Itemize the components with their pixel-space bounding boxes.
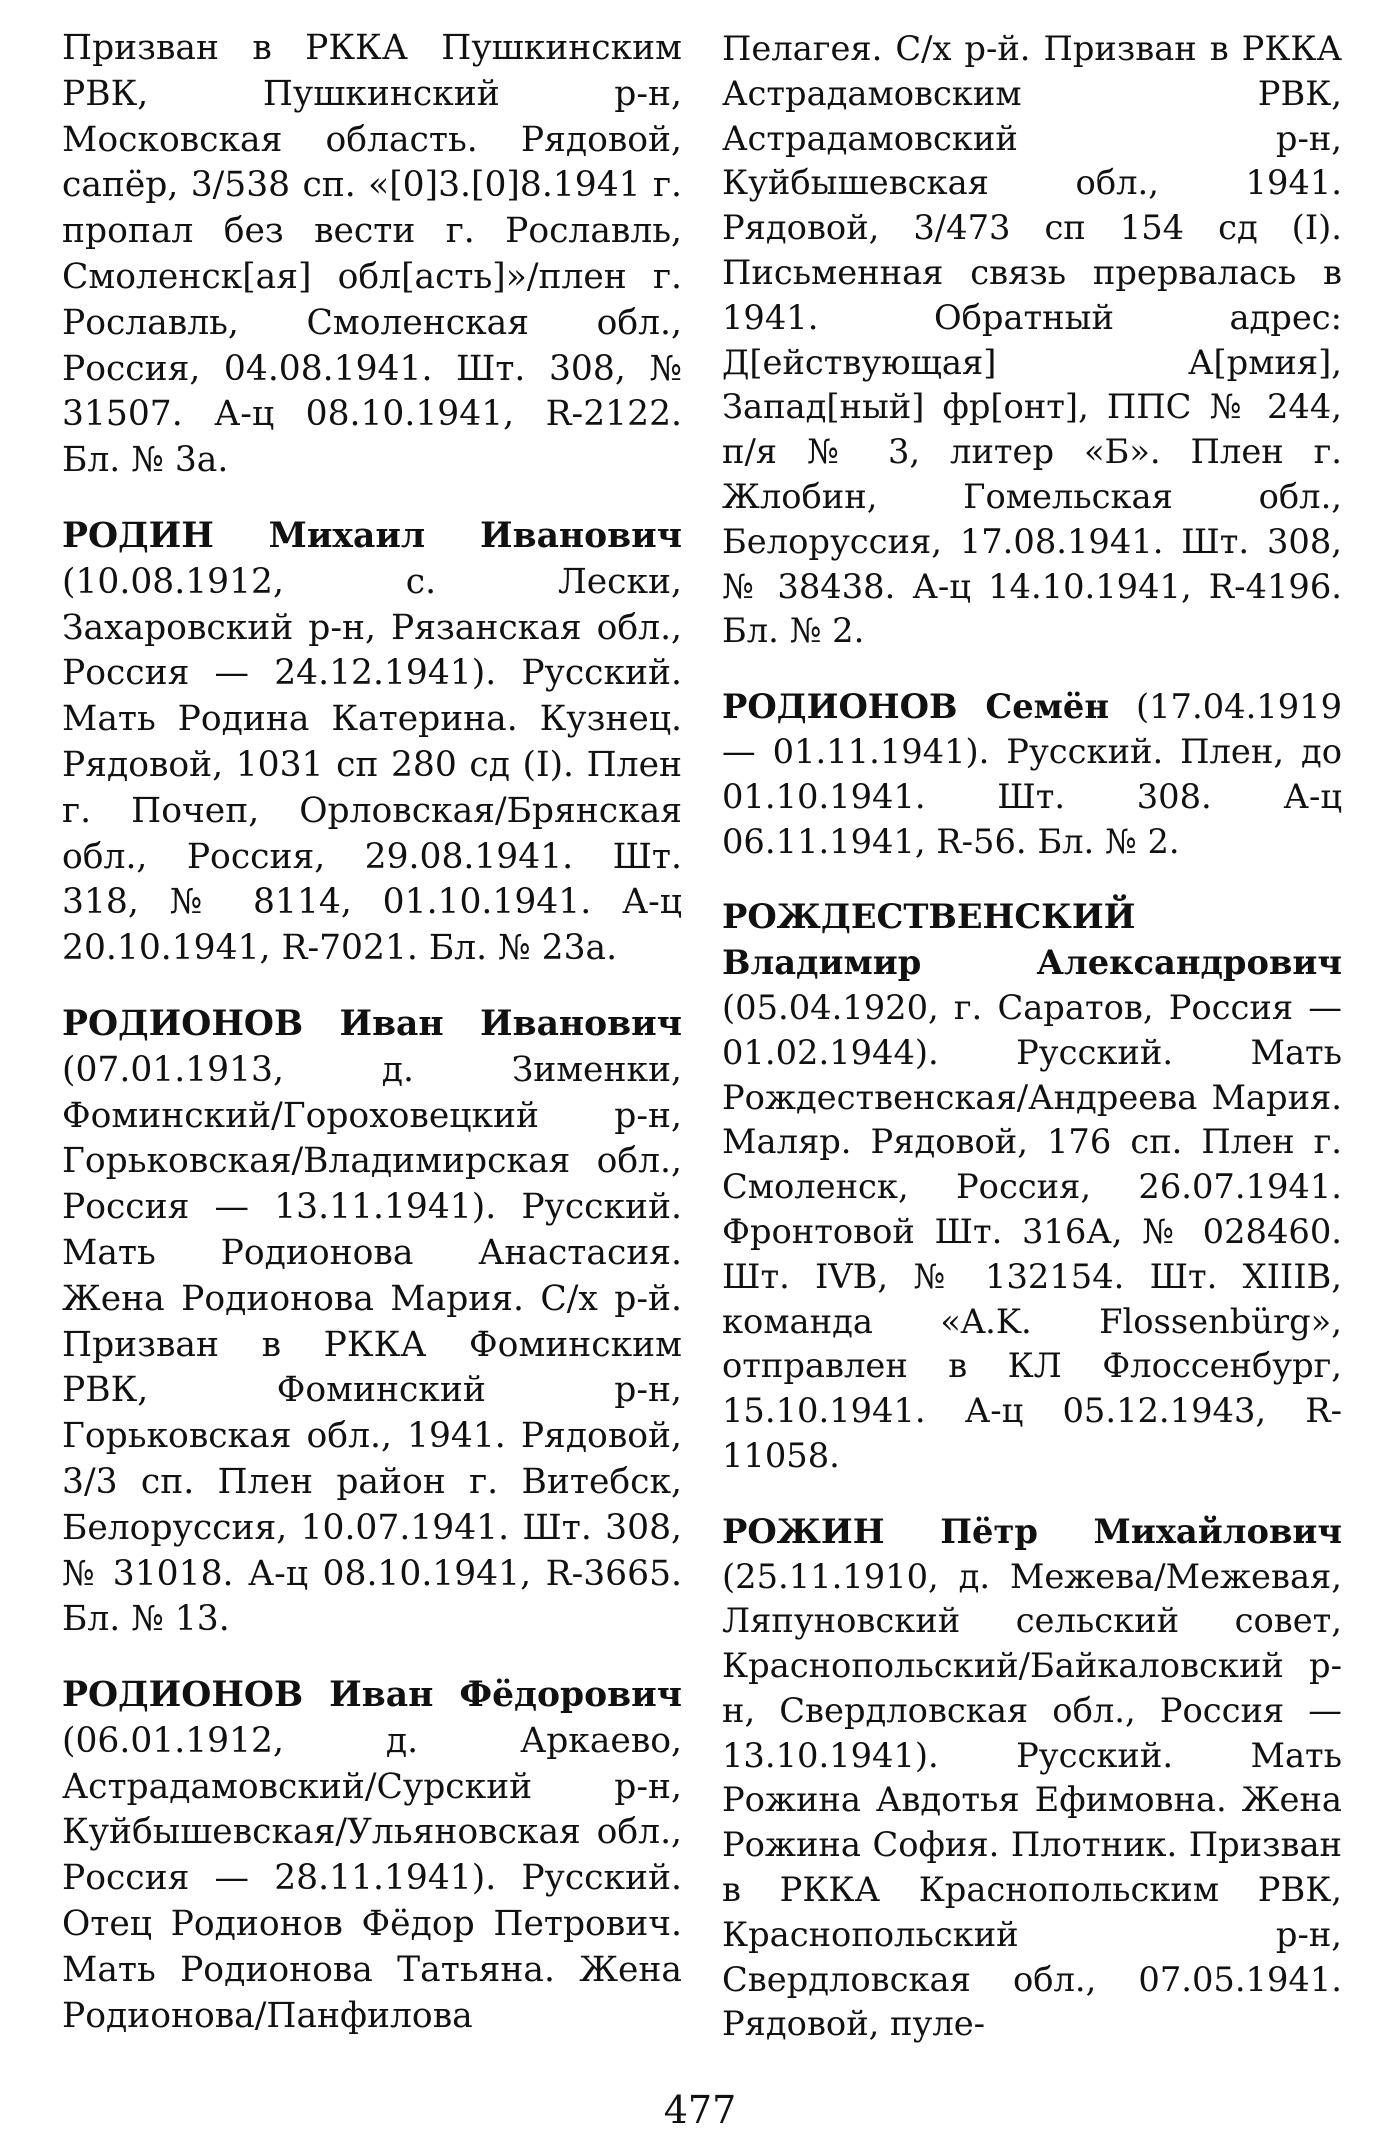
- entry-rodionov-ivan-fedorovich: [62, 1673, 682, 2039]
- entry-text: (05.04.1920, г. Саратов, Россия — 01.02.1944). Русский. Мать Рождественская/Андреева Мария. Маляр. Рядовой, 176 сп. Плен г. Смоленск, Россия, 26.07.1941. Фронтовой Шт. 316А, № 028460. Шт. IVB, № 132154. Шт. XIIIB, команда «A.K. Flossenbürg», отправлен в КЛ Флоссенбург, 15.10.1941. А-ц 05.12.1943, R-11058.: [722, 987, 1342, 1475]
- page-number: 477: [663, 2088, 737, 2132]
- entry-name: РОЖИН Пётр Михайлович: [722, 1510, 1342, 1551]
- entry-text: (17.04.1919 — 01.11.1941). Русский. Плен, до 01.10.1941. Шт. 308. А-ц 06.11.1941, R-56. Бл. № 2.: [722, 687, 1343, 861]
- entry-name: РОДИОНОВ Иван Иванович: [62, 1003, 682, 1044]
- entry-text: Пелагея. С/х р-й. Призван в РККА Астрадамовским РВК, Астрадамовский р-н, Куйбышевская обл., 1941. Рядовой, 3/473 сп 154 сд (I). Письменная связь прервалась в 1941. Обратный адрес: Д[ействующая] А[рмия], Запад[ный] фр[онт], ППС № 244, п/я № 3, литер «Б». Плен г. Жлобин, Гомельская обл., Белоруссия, 17.08.1941. Шт. 308, № 38438. А-ц 14.10.1941, R-4196. Бл. № 2.: [722, 29, 1342, 651]
- entry-name: РОЖДЕСТВЕНСКИЙ Владимир Александрович: [722, 896, 1342, 983]
- entry-text: (10.08.1912, с. Лески, Захаровский р-н, Рязанская обл., Россия — 24.12.1941). Русский. Мать Родина Катерина. Кузнец. Рядовой, 1031 сп 280 сд (I). Плен г. Почеп, Орловская/Брянская обл., Россия, 29.08.1941. Шт. 318, № 8114, 01.10.1941. А-ц 20.10.1941, R-7021. Бл. № 23а.: [62, 561, 682, 969]
- entry-rodin-mikhail: [62, 514, 682, 972]
- entry-rodionov-ivan-ivanovich: [62, 1002, 682, 1643]
- entry-continuation: [722, 26, 1342, 654]
- entry-text: (06.01.1912, д. Аркаево, Астрадамовский/Сурский р-н, Куйбышевская/Ульяновская обл., Россия — 28.11.1941). Русский. Отец Родионов Фёдор Петрович. Мать Родионова Татьяна. Жена Родионова/Панфилова: [62, 1720, 682, 2036]
- entry-text: (25.11.1910, д. Межева/Межевая, Ляпуновский сельский совет, Краснопольский/Байкаловский р-н, Свердловская обл., Россия — 13.10.1941). Русский. Мать Рожина Авдотья Ефимовна. Жена Рожина София. Плотник. Призван в РККА Краснопольским РВК, Краснопольский р-н, Свердловская обл., 07.05.1941. Рядовой, пуле-: [722, 1556, 1342, 2044]
- left-column: [62, 26, 682, 2039]
- entry-name: РОДИОНОВ Иван Фёдорович: [62, 1675, 682, 1716]
- entry-rozhdestvenskiy-vladimir: [722, 894, 1342, 1478]
- entry-text: Призван в РККА Пушкинским РВК, Пушкинский р-н, Московская область. Рядовой, сапёр, 3/538 сп. «[0]3.[0]8.1941 г. пропал без вести г. Рославль, Смоленск[ая] обл[асть]»/плен г. Рославль, Смоленская обл., Россия, 04.08.1941. Шт. 308, № 31507. А-ц 08.10.1941, R-2122. Бл. № 3а.: [62, 28, 682, 481]
- right-column: [722, 26, 1342, 2047]
- entry-rozhin-petr: [722, 1509, 1342, 2048]
- entry-name: РОДИН Михаил Иванович: [62, 515, 682, 556]
- entry-text: (07.01.1913, д. Зименки, Фоминский/Гороховецкий р-н, Горьковская/Владимирская обл., Россия — 13.11.1941). Русский. Мать Родионова Анастасия. Жена Родионова Мария. С/х р-й. Призван в РККА Фоминским РВК, Фоминский р-н, Горьковская обл., 1941. Рядовой, 3/3 сп. Плен район г. Витебск, Белоруссия, 10.07.1941. Шт. 308, № 31018. А-ц 08.10.1941, R-3665. Бл. № 13.: [62, 1049, 682, 1640]
- entry-name: РОДИОНОВ Семён: [722, 686, 1110, 727]
- entry-continuation: [62, 26, 682, 484]
- entry-rodionov-semen: [722, 684, 1342, 864]
